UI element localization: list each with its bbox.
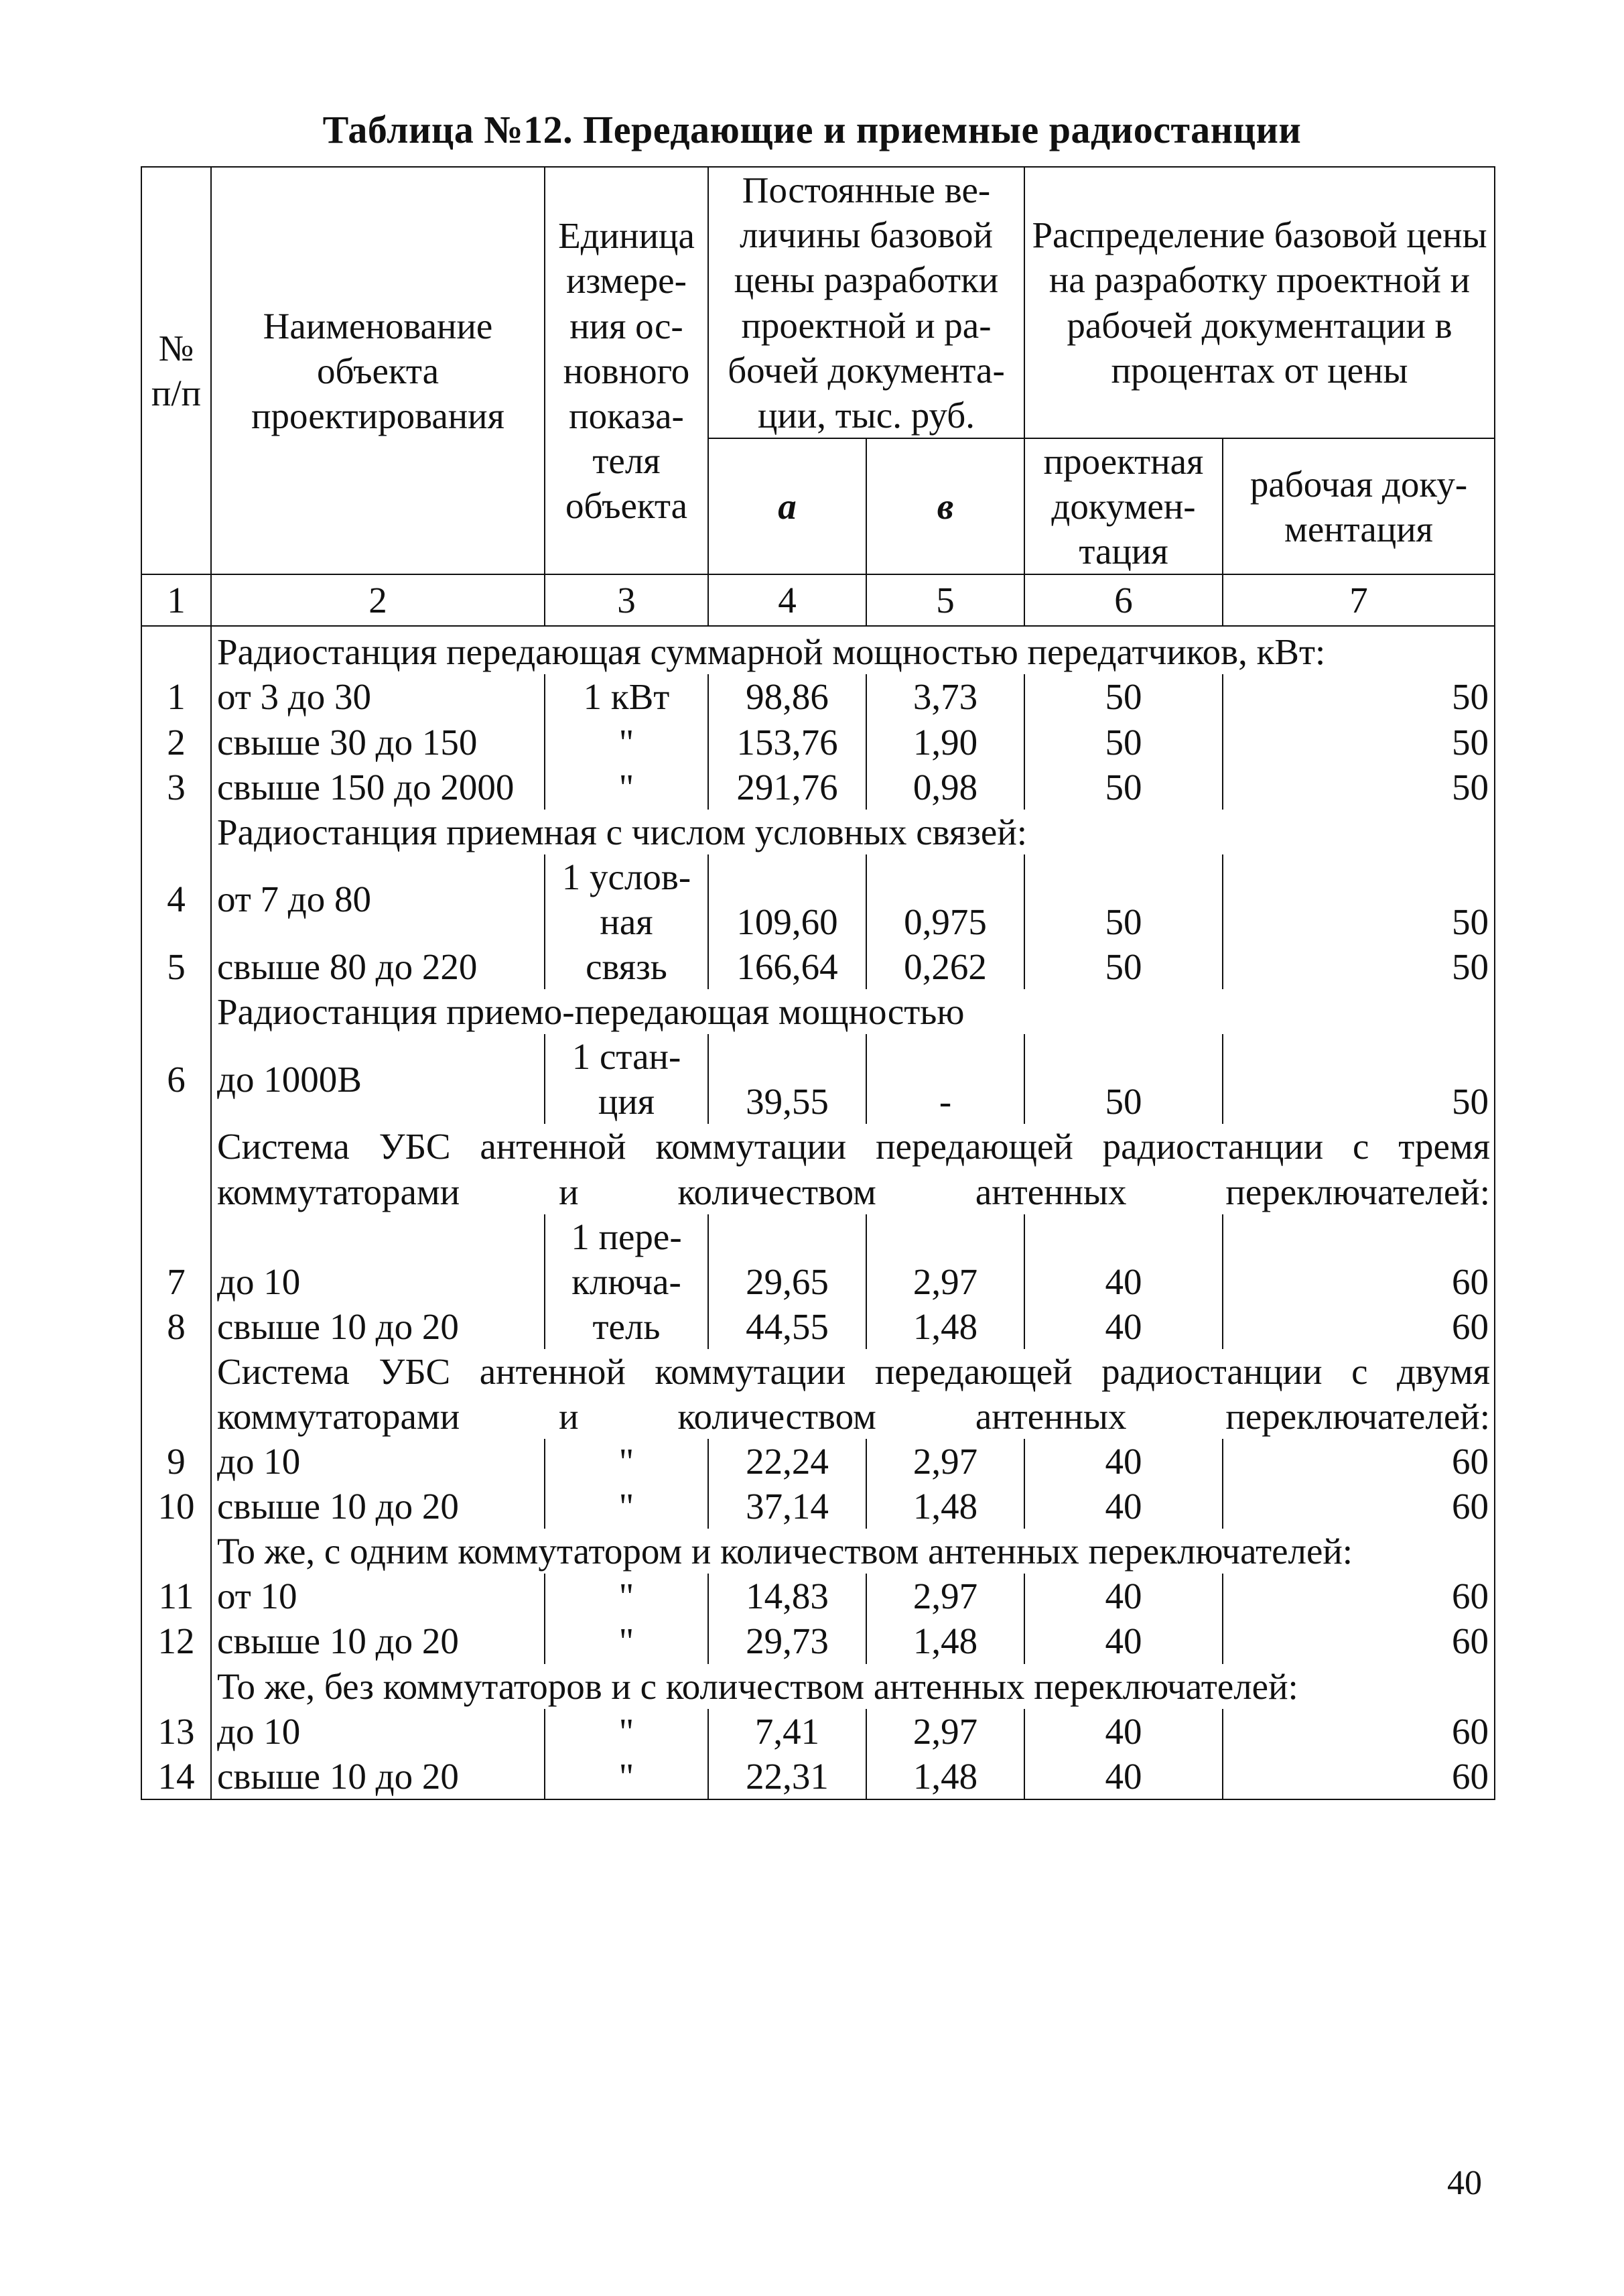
- table-row: [141, 1484, 1495, 1529]
- row-name: до 10: [211, 1709, 545, 1754]
- header-design-docs: проектная докумен-тация: [1024, 438, 1223, 574]
- row-design-pct: 40: [1024, 1754, 1223, 1799]
- row-unit: [545, 1214, 708, 1304]
- row-number: 13: [141, 1709, 211, 1754]
- column-number: 1: [141, 574, 211, 626]
- row-working-pct: 50: [1223, 1034, 1495, 1124]
- column-number: 2: [211, 574, 545, 626]
- column-number: 6: [1024, 574, 1223, 626]
- header-base-price: Постоянные ве-личины базовой цены разработки проектной и ра-бочей документа-ции, тыс. руб.: [708, 167, 1024, 438]
- row-name: свыше 10 до 20: [211, 1754, 545, 1799]
- header-distribution: Распределение базовой цены на разработку проектной и рабочей документации в процентах от цены: [1024, 167, 1495, 438]
- row-b: 1,48: [866, 1618, 1024, 1663]
- row-working-pct: 50: [1223, 765, 1495, 810]
- row-working-pct: 60: [1223, 1574, 1495, 1618]
- row-b: 2,97: [866, 1439, 1024, 1484]
- row-b: 0,98: [866, 765, 1024, 810]
- row-name: до 10: [211, 1214, 545, 1304]
- row-a: 14,83: [708, 1574, 866, 1618]
- table-header: [141, 167, 1495, 626]
- section-row: [141, 1529, 1495, 1574]
- row-unit: ": [545, 1439, 708, 1484]
- row-b: -: [866, 1034, 1024, 1124]
- column-number: 7: [1223, 574, 1495, 626]
- table-row: [141, 1574, 1495, 1618]
- row-b: 1,48: [866, 1754, 1024, 1799]
- row-a: 153,76: [708, 720, 866, 765]
- unit-line: связь: [545, 944, 708, 989]
- table-row: [141, 1304, 1495, 1349]
- row-number: 2: [141, 720, 211, 765]
- row-b: 2,97: [866, 1574, 1024, 1618]
- row-a: 39,55: [708, 1034, 866, 1124]
- unit-line: 1 стан-: [571, 1036, 681, 1078]
- section-row: [141, 1124, 1495, 1214]
- table-row: [141, 674, 1495, 719]
- row-number: 10: [141, 1484, 211, 1529]
- header-number: № п/п: [141, 167, 211, 574]
- row-a: 7,41: [708, 1709, 866, 1754]
- row-unit: ": [545, 1754, 708, 1799]
- column-number: 4: [708, 574, 866, 626]
- section-row: [141, 626, 1495, 674]
- table-row: [141, 1618, 1495, 1663]
- row-number: 14: [141, 1754, 211, 1799]
- page-title: Таблица №12. Передающие и приемные радиостанции: [322, 108, 1302, 151]
- row-name: свыше 150 до 2000: [211, 765, 545, 810]
- row-number: 9: [141, 1439, 211, 1484]
- radio-stations-table: [141, 166, 1495, 1800]
- row-unit: ": [545, 1618, 708, 1663]
- row-design-pct: 50: [1024, 674, 1223, 719]
- unit-line: 1 услов-: [561, 856, 691, 897]
- row-b: 2,97: [866, 1214, 1024, 1304]
- row-unit: [545, 854, 708, 944]
- row-name: свыше 80 до 220: [211, 944, 545, 989]
- row-number: 12: [141, 1618, 211, 1663]
- row-design-pct: 40: [1024, 1304, 1223, 1349]
- table-row: [141, 720, 1495, 765]
- row-working-pct: 60: [1223, 1214, 1495, 1304]
- section-row: [141, 1349, 1495, 1439]
- section-title: Система УБС антенной коммутации передающей радиостанции с двумя коммутаторами и количеством антенных переключателей:: [211, 1349, 1495, 1439]
- table-row: [141, 765, 1495, 810]
- row-b: 3,73: [866, 674, 1024, 719]
- row-name: от 7 до 80: [211, 854, 545, 944]
- row-name: до 1000В: [211, 1034, 545, 1124]
- row-a: 109,60: [708, 854, 866, 944]
- header-working-docs: рабочая доку-ментация: [1223, 438, 1495, 574]
- row-design-pct: 50: [1024, 1034, 1223, 1124]
- row-working-pct: 50: [1223, 944, 1495, 989]
- row-number: 6: [141, 1034, 211, 1124]
- row-unit: 1 кВт: [545, 674, 708, 719]
- column-number: 3: [545, 574, 708, 626]
- row-name: от 10: [211, 1574, 545, 1618]
- row-b: 0,262: [866, 944, 1024, 989]
- row-b: 2,97: [866, 1709, 1024, 1754]
- row-number: 1: [141, 674, 211, 719]
- row-design-pct: 40: [1024, 1484, 1223, 1529]
- row-unit: ": [545, 1709, 708, 1754]
- row-a: 22,31: [708, 1754, 866, 1799]
- unit-line: 1 пере-: [571, 1216, 682, 1257]
- row-b: 0,975: [866, 854, 1024, 944]
- row-name: свыше 30 до 150: [211, 720, 545, 765]
- section-title: То же, без коммутаторов и с количеством антенных переключателей:: [211, 1664, 1495, 1709]
- row-working-pct: 50: [1223, 720, 1495, 765]
- table-row: [141, 1439, 1495, 1484]
- row-name: свыше 10 до 20: [211, 1618, 545, 1663]
- row-working-pct: 60: [1223, 1618, 1495, 1663]
- row-name: свыше 10 до 20: [211, 1484, 545, 1529]
- row-name: свыше 10 до 20: [211, 1304, 545, 1349]
- table-body: [141, 626, 1495, 1799]
- section-title: Радиостанция приемо-передающая мощностью: [211, 989, 1495, 1034]
- table-row: [141, 1034, 1495, 1124]
- row-a: 37,14: [708, 1484, 866, 1529]
- section-title: Радиостанция передающая суммарной мощностью передатчиков, кВт:: [211, 626, 1495, 674]
- header-coef-a: а: [708, 438, 866, 574]
- row-a: 29,65: [708, 1214, 866, 1304]
- header-unit: Единица измере-ния ос-новного показа-теля объекта: [545, 167, 708, 574]
- table-row: [141, 1754, 1495, 1799]
- table-row: [141, 1709, 1495, 1754]
- row-a: 166,64: [708, 944, 866, 989]
- section-title: Радиостанция приемная с числом условных связей:: [211, 810, 1495, 854]
- table-row: [141, 944, 1495, 989]
- section-row: [141, 1664, 1495, 1709]
- row-working-pct: 50: [1223, 854, 1495, 944]
- row-number: 4: [141, 854, 211, 944]
- row-unit: ": [545, 720, 708, 765]
- section-title: Система УБС антенной коммутации передающей радиостанции с тремя коммутаторами и количеством антенных переключателей:: [211, 1124, 1495, 1214]
- row-unit: ": [545, 765, 708, 810]
- row-design-pct: 40: [1024, 1618, 1223, 1663]
- row-design-pct: 50: [1024, 720, 1223, 765]
- row-design-pct: 40: [1024, 1439, 1223, 1484]
- row-number: 11: [141, 1574, 211, 1618]
- row-working-pct: 50: [1223, 674, 1495, 719]
- row-name: от 3 до 30: [211, 674, 545, 719]
- row-b: 1,48: [866, 1304, 1024, 1349]
- row-unit: ": [545, 1574, 708, 1618]
- page-number: 40: [1447, 2164, 1482, 2202]
- row-unit: [545, 1034, 708, 1124]
- row-number: 5: [141, 944, 211, 989]
- row-number: 8: [141, 1304, 211, 1349]
- row-design-pct: 40: [1024, 1709, 1223, 1754]
- row-design-pct: 50: [1024, 765, 1223, 810]
- table-row: [141, 854, 1495, 944]
- row-unit: ": [545, 1484, 708, 1529]
- unit-line: ключа-: [571, 1261, 681, 1302]
- row-a: 98,86: [708, 674, 866, 719]
- header-coef-b: в: [866, 438, 1024, 574]
- row-design-pct: 40: [1024, 1574, 1223, 1618]
- row-design-pct: 50: [1024, 854, 1223, 944]
- column-numbers-row: [141, 574, 1495, 626]
- row-working-pct: 60: [1223, 1709, 1495, 1754]
- table-row: [141, 1214, 1495, 1304]
- column-number: 5: [866, 574, 1024, 626]
- section-title: То же, с одним коммутатором и количеством антенных переключателей:: [211, 1529, 1495, 1574]
- row-design-pct: 50: [1024, 944, 1223, 989]
- row-working-pct: 60: [1223, 1754, 1495, 1799]
- section-row: [141, 810, 1495, 854]
- row-working-pct: 60: [1223, 1484, 1495, 1529]
- unit-line: ция: [598, 1081, 655, 1123]
- unit-line: ная: [600, 901, 653, 942]
- row-b: 1,48: [866, 1484, 1024, 1529]
- row-name: до 10: [211, 1439, 545, 1484]
- row-a: 22,24: [708, 1439, 866, 1484]
- header-object-name: Наименование объекта проектирования: [211, 167, 545, 574]
- row-number: 7: [141, 1214, 211, 1304]
- section-row: [141, 989, 1495, 1034]
- unit-line: тель: [545, 1304, 708, 1349]
- row-b: 1,90: [866, 720, 1024, 765]
- row-working-pct: 60: [1223, 1304, 1495, 1349]
- row-working-pct: 60: [1223, 1439, 1495, 1484]
- row-a: 44,55: [708, 1304, 866, 1349]
- row-a: 29,73: [708, 1618, 866, 1663]
- row-design-pct: 40: [1024, 1214, 1223, 1304]
- row-number: 3: [141, 765, 211, 810]
- row-a: 291,76: [708, 765, 866, 810]
